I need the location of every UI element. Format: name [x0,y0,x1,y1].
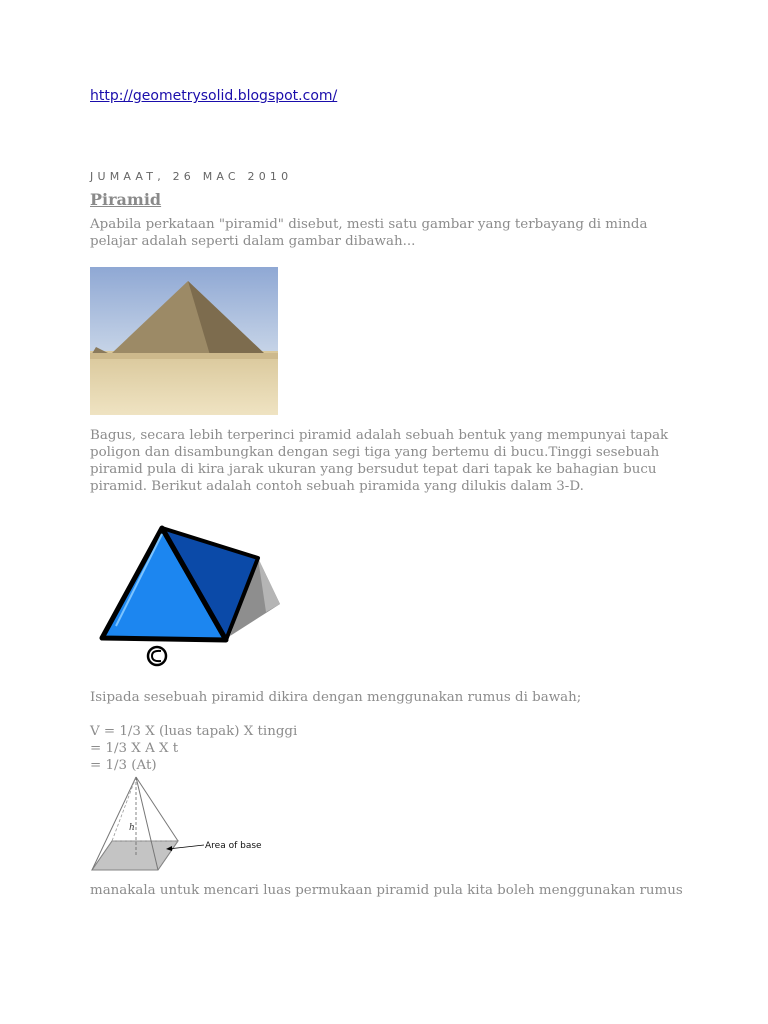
closing-line: manakala untuk mencari luas permukaan piramid pula kita boleh menggunakan rumus [90,883,683,898]
closing-paragraph [90,882,690,899]
intro-line: Apabila perkataan "piramid" disebut, mesti satu gambar yang terbayang di minda [90,217,648,232]
description-paragraph [90,427,690,495]
pyramid-photo [90,267,278,415]
formula-line: = 1/3 (At) [90,758,157,773]
formula-line: = 1/3 X A X t [90,741,179,756]
formula-line: V = 1/3 X (luas tapak) X tinggi [90,724,298,739]
volume-formula [90,723,690,774]
description-line: piramid. Berikut adalah contoh sebuah piramida yang dilukis dalam 3-D. [90,479,584,494]
description-line: piramid pula di kira jarak ukuran yang bersudut tepat dari tapak ke bahagian bucu [90,462,657,477]
square-pyramid-diagram [88,775,278,873]
height-label: h [129,823,135,833]
intro-paragraph [90,216,690,250]
post-title[interactable]: Piramid [90,190,162,209]
post-date: JUMAAT, 26 MAC 2010 [90,170,293,183]
description-line: poligon dan disambungkan dengan segi tiga yang bertemu di bucu.Tinggi sesebuah [90,445,660,460]
base-label: Area of base [205,841,262,851]
pyramid-3d-drawing [90,520,285,672]
description-line: Bagus, secara lebih terperinci piramid adalah sebuah bentuk yang mempunyai tapak [90,428,669,443]
intro-line: pelajar adalah seperti dalam gambar dibawah... [90,234,416,249]
volume-intro-line: Isipada sesebuah piramid dikira dengan menggunakan rumus di bawah; [90,690,582,705]
volume-intro [90,689,690,706]
blog-link[interactable]: http://geometrysolid.blogspot.com/ [90,88,338,104]
